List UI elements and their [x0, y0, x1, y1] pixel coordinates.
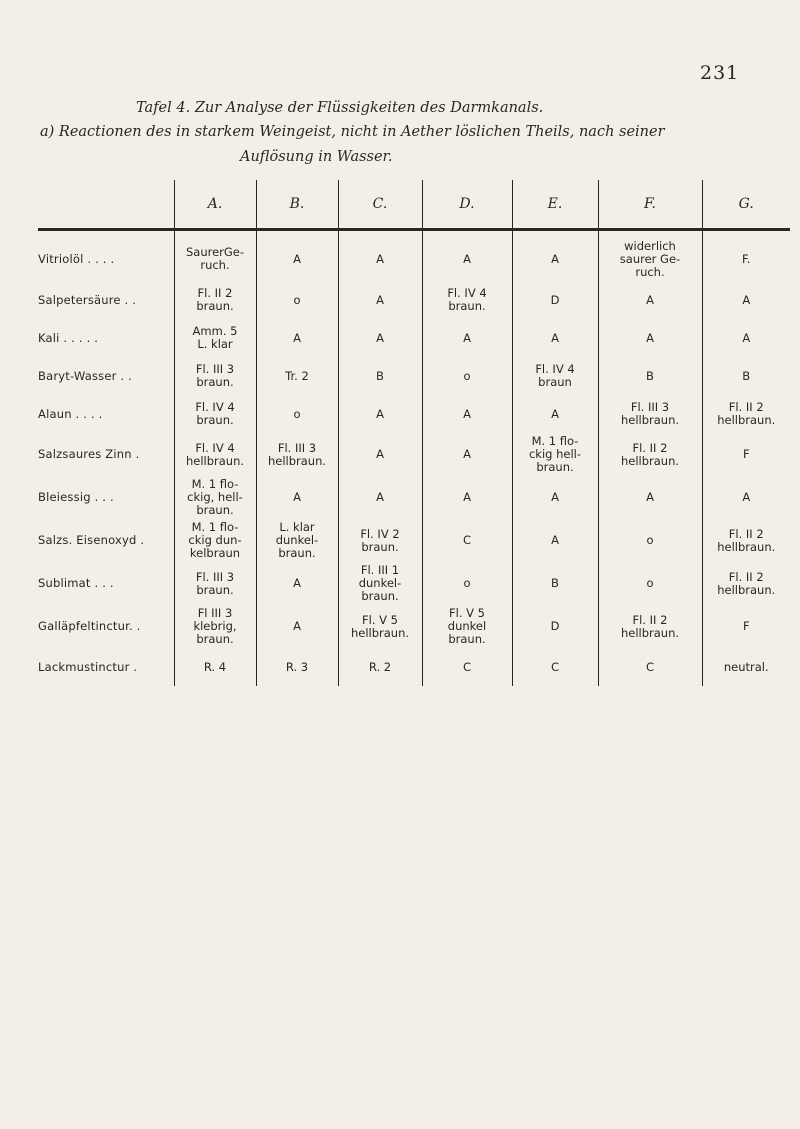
reaction-cell: Fl. II 2 hellbraun.: [598, 433, 702, 476]
reaction-cell: A: [338, 230, 422, 282]
reaction-cell: A: [256, 230, 338, 282]
reaction-cell: Fl. V 5 dunkel braun.: [422, 605, 512, 648]
reaction-cell: Fl. III 3 hellbraun.: [598, 395, 702, 433]
reaction-cell: M. 1 flo- ckig, hell- braun.: [174, 476, 256, 519]
reaction-cell: B: [598, 357, 702, 395]
table-row: [38, 648, 790, 686]
reaction-cell: F.: [702, 230, 790, 282]
reaction-cell: Fl. IV 4 braun.: [174, 395, 256, 433]
reagent-name: Salzsaures Zinn .: [38, 447, 140, 461]
reaction-cell: R. 2: [338, 648, 422, 686]
reaction-cell: o: [598, 519, 702, 562]
reaction-cell: L. klar dunkel- braun.: [256, 519, 338, 562]
reaction-cell: A: [338, 281, 422, 319]
reagent-name: Kali . . . . .: [38, 330, 99, 345]
table-subtitle: a) Reactionen des in starkem Weingeist, nicht in Aether löslichen Theils, nach seiner: [40, 124, 665, 140]
reaction-cell: R. 4: [174, 648, 256, 686]
header-column-5: E.: [512, 180, 598, 230]
reaction-cell: A: [598, 319, 702, 357]
table-body: [38, 230, 790, 687]
reaction-cell: A: [512, 519, 598, 562]
reaction-cell: Fl. II 2 hellbraun.: [702, 519, 790, 562]
reaction-cell: Fl. IV 2 braun.: [338, 519, 422, 562]
reagent-name: Baryt-Wasser . .: [38, 368, 132, 383]
table-row: [38, 519, 790, 562]
reaction-cell: Fl. V 5 hellbraun.: [338, 605, 422, 648]
reaction-cell: B: [512, 562, 598, 605]
table-row: [38, 476, 790, 519]
reagent-name: Sublimat . . .: [38, 576, 114, 590]
reaction-cell: Tr. 2: [256, 357, 338, 395]
reagent-name: Salzs. Eisenoxyd .: [38, 533, 145, 547]
reagent-name: Bleiessig . . .: [38, 490, 114, 504]
reaction-cell: B: [338, 357, 422, 395]
reaction-cell: widerlich saurer Ge- ruch.: [598, 230, 702, 282]
header-column-2: B.: [256, 180, 338, 230]
reaction-cell: F: [702, 433, 790, 476]
table-row: [38, 319, 790, 357]
page-number: 231: [700, 62, 740, 84]
reaction-cell: A: [512, 395, 598, 433]
reaction-cell: A: [422, 476, 512, 519]
reaction-cell: Fl. III 1 dunkel- braun.: [338, 562, 422, 605]
reaction-cell: A: [256, 562, 338, 605]
reaction-cell: A: [338, 395, 422, 433]
reaction-cell: A: [702, 476, 790, 519]
reaction-cell: A: [422, 319, 512, 357]
reaction-cell: A: [256, 605, 338, 648]
table-row: [38, 230, 790, 282]
reaction-cell: A: [256, 476, 338, 519]
reaction-cell: C: [598, 648, 702, 686]
header-substance: [38, 180, 174, 230]
reaction-cell: o: [422, 357, 512, 395]
reagent-name: Salpetersäure . .: [38, 292, 137, 307]
reaction-cell: A: [422, 433, 512, 476]
table-row: [38, 562, 790, 605]
reaction-cell: C: [512, 648, 598, 686]
reaction-cell: M. 1 flo- ckig dun- kelbraun: [174, 519, 256, 562]
table-header-row: [38, 180, 790, 230]
reaction-cell: o: [256, 281, 338, 319]
table-subtitle-continued: Auflösung in Wasser.: [240, 149, 393, 165]
reaction-cell: C: [422, 519, 512, 562]
reaction-cell: D: [512, 605, 598, 648]
reaction-cell: A: [598, 281, 702, 319]
reaction-cell: Fl. IV 4 braun.: [422, 281, 512, 319]
header-column-6: F.: [598, 180, 702, 230]
reagent-name: Vitriolöl . . . .: [38, 251, 115, 266]
reaction-cell: A: [422, 230, 512, 282]
table-row: [38, 605, 790, 648]
reaction-cell: F: [702, 605, 790, 648]
reaction-cell: SaurerGe- ruch.: [174, 230, 256, 282]
reagent-name: Galläpfeltinctur. .: [38, 619, 141, 633]
reaction-cell: R. 3: [256, 648, 338, 686]
reaction-cell: A: [598, 476, 702, 519]
table-row: [38, 433, 790, 476]
reaction-cell: M. 1 flo- ckig hell- braun.: [512, 433, 598, 476]
reaction-cell: Fl. II 2 hellbraun.: [702, 395, 790, 433]
table-row: [38, 395, 790, 433]
reaction-cell: A: [702, 281, 790, 319]
reaction-cell: Fl. II 2 hellbraun.: [598, 605, 702, 648]
table-row: [38, 357, 790, 395]
reaction-cell: A: [338, 319, 422, 357]
reaction-cell: A: [422, 395, 512, 433]
reaction-cell: Fl. III 3 hellbraun.: [256, 433, 338, 476]
reaction-cell: A: [512, 230, 598, 282]
reaction-cell: A: [702, 319, 790, 357]
reaction-cell: Amm. 5 L. klar: [174, 319, 256, 357]
reaction-cell: Fl. IV 4 hellbraun.: [174, 433, 256, 476]
header-column-7: G.: [702, 180, 790, 230]
reagent-name: Alaun . . . .: [38, 406, 103, 421]
reaction-cell: Fl III 3 klebrig, braun.: [174, 605, 256, 648]
header-column-1: A.: [174, 180, 256, 230]
reaction-cell: A: [512, 476, 598, 519]
reaction-cell: A: [512, 319, 598, 357]
reaction-cell: Fl. II 2 braun.: [174, 281, 256, 319]
reaction-cell: C: [422, 648, 512, 686]
reaction-cell: Fl. III 3 braun.: [174, 562, 256, 605]
reaction-cell: A: [256, 319, 338, 357]
reaction-cell: Fl. III 3 braun.: [174, 357, 256, 395]
reaction-cell: D: [512, 281, 598, 319]
reaction-cell: A: [338, 433, 422, 476]
reaction-cell: Fl. II 2 hellbraun.: [702, 562, 790, 605]
reaction-cell: o: [422, 562, 512, 605]
reaction-cell: B: [702, 357, 790, 395]
reaction-cell: neutral.: [702, 648, 790, 686]
table-row: [38, 281, 790, 319]
reaction-cell: o: [256, 395, 338, 433]
reagent-name: Lackmustinctur .: [38, 659, 138, 674]
reaction-cell: A: [338, 476, 422, 519]
reaction-cell: Fl. IV 4 braun: [512, 357, 598, 395]
header-column-3: C.: [338, 180, 422, 230]
header-column-4: D.: [422, 180, 512, 230]
reaction-cell: o: [598, 562, 702, 605]
table-title: Tafel 4. Zur Analyse der Flüssigkeiten des Darmkanals.: [136, 100, 544, 116]
reaction-table: [38, 180, 790, 686]
